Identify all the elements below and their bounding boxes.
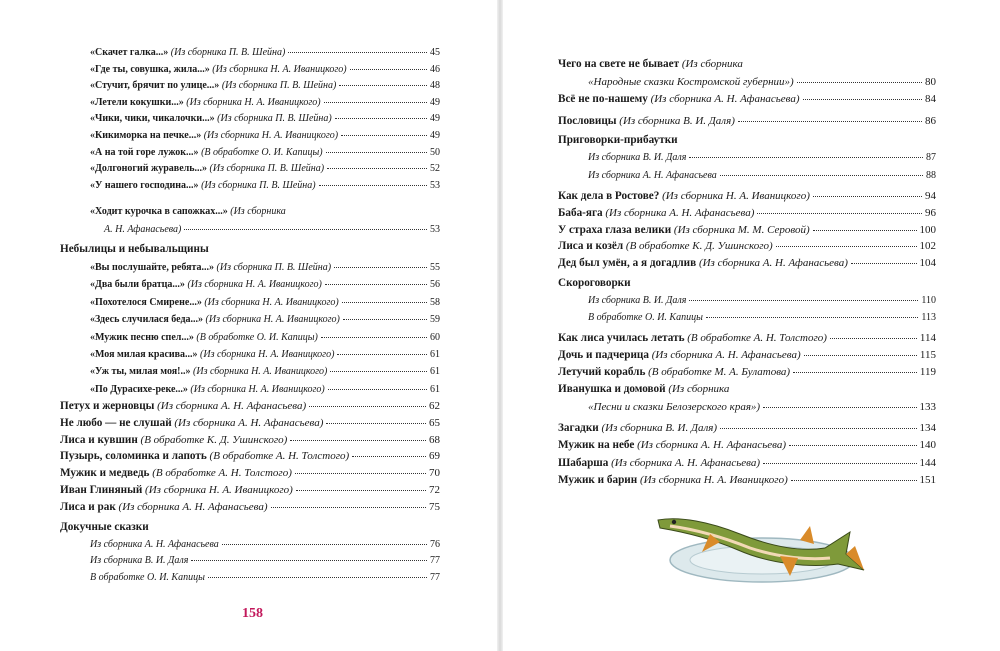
entry-page: 86 [925,115,936,127]
entry-title: Дочь и падчерица [558,349,649,361]
entry-text [90,147,323,158]
entry-source: (Из сборника П. В. Шейна) [170,47,286,58]
entry-title: Чего на свете не бывает [558,58,680,70]
entry-title: «Уж ты, милая моя!..» [90,366,191,378]
entry-text [90,279,322,290]
entry-title: «Кикиморка на печке...» [90,130,202,141]
dot-leader [763,462,916,464]
toc-entry [90,130,440,141]
entry-source: (В обработке А. Н. Толстого) [687,332,827,344]
toc-entry-first-line [90,206,286,217]
entry-page: 53 [430,224,440,235]
entry-source: (Из сборника Н. А. Иваницкого) [193,366,328,378]
entry-text [588,312,703,323]
entry-source: (Из сборника Н. А. Иваницкого) [200,349,335,360]
entry-source: (Из сборника М. М. Серовой) [673,223,810,236]
dot-leader [334,266,427,268]
entry-text [558,366,790,378]
entry-title: «По Дурасихе-реке...» [90,383,188,395]
toc-entry [90,555,440,566]
entry-text [90,384,325,395]
entry-source: (Из сборника П. В. Шейна) [221,80,337,92]
dot-leader [222,543,427,545]
entry-text [588,76,794,88]
entry-title: Загадки [558,422,599,434]
entry-title: Петух и жерновцы [60,400,155,412]
entry-source: (В обработке М. А. Булатова) [648,366,791,378]
entry-text [588,401,760,413]
entry-text [90,180,316,191]
toc-entry [90,147,440,158]
toc-entry-first-line [558,58,743,70]
entry-text [60,417,323,429]
entry-title: Мужик и медведь [60,467,150,480]
entry-text [90,64,347,75]
entry-text [90,163,324,174]
entry-page: 77 [430,571,440,583]
entry-source: (Из сборника А. Н. Афанасьева) [651,349,801,361]
entry-page: 114 [919,332,936,344]
toc-entry [90,80,440,91]
entry-page: 60 [430,331,440,343]
entry-title: Как лиса училась летать [558,332,685,344]
entry-source: В обработке О. И. Капицы [90,571,205,583]
entry-source: (Из сборника [230,206,286,217]
entry-page: 76 [430,539,440,550]
entry-text [558,383,729,395]
toc-entry [90,180,440,191]
entry-text [558,457,760,469]
entry-text [90,539,219,550]
entry-title: «Скачет галка...» [90,47,169,58]
toc-entry [60,501,440,513]
dot-leader [335,117,427,119]
entry-text [90,80,336,91]
entry-source: (В обработке О. И. Капицы) [201,146,323,158]
dot-leader [326,151,427,153]
entry-source: (Из сборника А. Н. Афанасьева) [157,400,307,412]
dot-leader [326,422,426,424]
entry-page: 84 [925,93,936,105]
section-heading: Скороговорки [558,277,631,289]
entry-page: 49 [430,96,440,108]
entry-text [90,332,318,343]
entry-text [558,257,848,269]
page-number: 158 [242,606,263,621]
entry-title: Баба-яга [558,206,603,219]
section-heading: Небылицы и небывальщины [60,243,209,255]
dot-leader [813,195,922,197]
toc-entry [60,434,440,446]
entry-page: 53 [430,179,440,191]
entry-title: Мужик на небе [558,439,635,452]
entry-page: 75 [429,500,440,513]
entry-text [90,366,327,377]
entry-source: Из сборника А. Н. Афанасьева [588,169,717,181]
entry-source: (Из сборника [668,383,730,395]
dot-leader [720,427,916,429]
entry-page: 151 [919,474,936,487]
entry-source: (Из сборника А. Н. Афанасьева) [605,206,755,219]
entry-source: (В обработке О. И. Капицы) [196,331,318,343]
entry-text [588,295,686,306]
section-heading: Докучные сказки [60,521,149,533]
toc-entry [558,257,936,269]
dot-leader [791,479,917,481]
entry-source: (Из сборника А. Н. Афанасьева) [650,93,800,105]
dot-leader [184,228,427,230]
dot-leader [793,371,917,373]
entry-source: (Из сборника Н. А. Иваницкого) [205,314,340,326]
entry-page: 69 [429,450,440,463]
entry-text [588,170,717,181]
entry-page: 119 [919,366,936,378]
entry-source: (Из сборника В. И. Даля) [619,115,735,127]
entry-page: 61 [430,366,440,378]
toc-entry [558,349,936,361]
dot-leader [757,212,922,214]
toc-entry [558,190,936,202]
entry-source: (Из сборника Н. А. Иваницкого) [212,63,347,75]
dot-leader [830,337,917,339]
dot-leader [341,134,427,136]
entry-source: (Из сборника П. В. Шейна) [216,262,332,273]
dot-leader [803,98,922,100]
entry-text [90,555,188,566]
entry-page: 68 [429,433,440,446]
entry-text [558,58,743,70]
entry-text [90,47,285,58]
toc-entry [588,295,936,306]
entry-text [90,113,332,124]
toc-entry-second-line [588,76,936,88]
entry-text [558,190,810,202]
entry-text [90,349,334,360]
entry-title: Шабарша [558,456,609,469]
toc-entry [558,474,936,486]
toc-entry [558,366,936,378]
entry-text [60,501,268,513]
entry-page: 80 [925,76,936,88]
entry-source: (Из сборника Н. А. Иваницкого) [145,484,293,496]
entry-page: 96 [925,206,936,219]
toc-entry [558,224,936,236]
entry-text [558,332,827,344]
entry-source: (Из сборника А. Н. Афанасьева) [611,456,761,469]
entry-source: (Из сборника Н. А. Иваницкого) [203,130,339,141]
toc-entry [558,457,936,469]
entry-page: 113 [921,312,936,323]
dot-leader [343,318,427,320]
dot-leader [295,472,426,474]
entry-source: (Из сборника Н. А. Иваницкого) [662,190,810,202]
entry-source: (В обработке А. Н. Толстого) [152,467,292,480]
entry-source: (Из сборника П. В. Шейна) [209,163,325,175]
toc-entry [90,332,440,343]
entry-page: 46 [430,63,440,75]
entry-page: 55 [430,262,440,273]
dot-leader [350,68,427,70]
entry-title: «Здесь случилася беда...» [90,314,204,326]
toc-entry [90,262,440,273]
entry-text [90,206,286,217]
entry-text [558,240,773,252]
entry-page: 48 [430,80,440,92]
dot-leader [689,156,923,158]
entry-source: (Из сборника А. Н. Афанасьева) [698,257,848,270]
entry-title: «Чики, чики, чикалочки...» [90,113,215,125]
dot-leader [208,576,427,578]
entry-page: 62 [429,400,440,412]
entry-title: «Ходит курочка в сапожках...» [90,206,228,217]
toc-entry [90,572,440,583]
toc-entry [588,152,936,163]
entry-page: 133 [919,401,936,413]
entry-source: (Из сборника П. В. Шейна) [201,179,316,191]
entry-page: 56 [430,279,440,291]
entry-text [90,314,340,325]
toc-entry [90,163,440,174]
entry-page: 59 [430,314,440,326]
entry-source: (Из сборника А. Н. Афанасьева) [637,439,787,452]
entry-source: (Из сборника Н. А. Иваницкого) [187,279,322,291]
entry-page: 140 [919,439,936,452]
entry-source: (Из сборника В. И. Даля) [601,422,718,434]
entry-source: (Из сборника П. В. Шейна) [217,113,332,125]
entry-source: Из сборника В. И. Даля [90,555,189,567]
toc-entry [588,312,936,323]
dot-leader [328,388,427,390]
entry-title: Пословицы [558,115,617,127]
entry-text [588,152,686,163]
entry-title: Иван Глиняный [60,484,143,496]
entry-text [558,349,801,361]
entry-source: (В обработке К. Д. Ушинского) [140,433,288,446]
book-spine [497,0,503,651]
entry-title: Летучий корабль [558,366,646,378]
entry-page: 134 [919,422,936,434]
entry-page: 72 [429,484,440,496]
entry-source: (Из сборника Н. А. Иваницкого) [639,474,788,487]
dot-leader [789,444,916,446]
entry-title: Пузырь, соломинка и лапоть [60,450,207,463]
entry-source: (В обработке А. Н. Толстого) [209,450,350,463]
entry-page: 104 [919,257,936,270]
dot-leader [706,316,919,318]
section-heading: Приговорки-прибаутки [558,134,678,146]
entry-title: «Вы послушайте, ребята...» [90,262,215,273]
entry-page: 45 [430,47,440,58]
entry-title: «Летели кокушки...» [90,96,184,108]
entry-title: Лиса и козёл [558,240,624,253]
entry-page: 65 [429,416,440,429]
entry-title: Лиса и рак [60,500,116,513]
entry-page: 58 [430,296,440,308]
dot-leader [324,101,427,103]
dot-leader [290,439,426,441]
entry-page: 110 [921,295,936,306]
entry-title: Как дела в Ростове? [558,190,660,202]
entry-title: «Моя милая красива...» [90,349,198,360]
entry-text [90,572,205,583]
dot-leader [689,299,918,301]
entry-page: 94 [925,190,936,202]
entry-source: В обработке О. И. Капицы [588,312,703,323]
toc-entry [558,240,936,252]
toc-entry [588,170,936,181]
toc-entry [90,349,440,360]
pike-on-plate-illustration [650,512,868,588]
entry-text [558,115,735,127]
toc-entry [90,366,440,377]
dot-leader [352,455,426,457]
dot-leader [738,120,922,122]
dot-leader [776,245,917,247]
toc-entry [60,450,440,462]
toc-entry [60,484,440,496]
entry-text [60,484,293,496]
dot-leader [813,229,917,231]
dot-leader [339,84,427,86]
entry-text [90,130,338,141]
entry-title: Всё не по-нашему [558,93,648,105]
entry-text [558,439,786,451]
entry-text [558,474,788,486]
entry-title: Иванушка и домовой [558,383,666,395]
entry-source: (Из сборника А. Н. Афанасьева) [174,416,324,429]
entry-source: (Из сборника [681,58,743,70]
toc-entry [558,115,936,127]
dot-leader [191,559,427,561]
dot-leader [319,184,427,186]
toc-entry-second-line [104,224,440,235]
entry-page: 61 [430,349,440,360]
toc-entry [90,314,440,325]
entry-title: Мужик и барин [558,474,638,487]
entry-source: (Из сборника А. Н. Афанасьева) [118,500,268,513]
dot-leader [804,354,917,356]
entry-source: А. Н. Афанасьева) [104,224,182,235]
entry-text [60,400,306,412]
entry-page: 87 [926,152,936,163]
entry-page: 50 [430,146,440,158]
toc-entry [90,539,440,550]
entry-source: «Народные сказки Костромской губернии») [588,76,794,88]
toc-entry [90,97,440,108]
toc-entry-first-line [558,383,729,395]
entry-title: У страха глаза велики [558,223,672,236]
entry-title: «Стучит, брячит по улице...» [90,80,220,92]
dot-leader [296,489,426,491]
toc-entry [558,93,936,105]
toc-entry-second-line [588,401,936,413]
entry-text [90,97,321,108]
entry-page: 49 [430,113,440,125]
entry-text [60,467,292,479]
dot-leader [288,51,427,53]
entry-title: «А на той горе лужок...» [90,146,199,158]
entry-title: «Где ты, совушка, жила...» [90,63,210,75]
entry-source: (Из сборника Н. А. Иваницкого) [190,383,325,395]
entry-page: 49 [430,130,440,141]
toc-entry [90,64,440,75]
dot-leader [271,506,427,508]
toc-entry [90,297,440,308]
entry-page: 61 [430,383,440,395]
entry-page: 70 [429,467,440,480]
entry-title: «У нашего господина...» [90,179,199,191]
toc-entry [90,384,440,395]
entry-text [60,434,287,446]
entry-title: «Два были братца...» [90,279,185,291]
entry-source: (Из сборника Н. А. Иваницкого) [204,296,339,308]
toc-entry [60,417,440,429]
toc-entry [558,332,936,344]
entry-source: Из сборника В. И. Даля [588,152,687,163]
toc-entry [60,467,440,479]
entry-page: 77 [430,555,440,567]
toc-entry [558,439,936,451]
entry-page: 100 [919,223,936,236]
dot-leader [763,406,916,408]
entry-title: Лиса и кувшин [60,433,138,446]
entry-title: «Похотелося Смирене...» [90,296,202,308]
dot-leader [337,353,427,355]
entry-source: «Песни и сказки Белозерского края») [588,401,761,413]
entry-page: 102 [919,240,936,253]
dot-leader [330,370,427,372]
entry-text [558,422,717,434]
entry-source: (Из сборника Н. А. Иваницкого) [186,96,321,108]
dot-leader [321,336,427,338]
entry-title: «Мужик песню спел...» [90,331,194,343]
dot-leader [309,405,426,407]
entry-page: 52 [430,163,440,175]
entry-text [90,297,339,308]
dot-leader [720,174,923,176]
entry-page: 88 [926,169,936,181]
dot-leader [342,301,427,303]
entry-text [104,224,181,235]
entry-text [558,224,810,236]
dot-leader [797,81,922,83]
entry-source: (В обработке К. Д. Ушинского) [625,240,773,253]
dot-leader [327,167,427,169]
entry-text [60,450,349,462]
toc-entry [60,400,440,412]
entry-text [90,262,331,273]
entry-source: Из сборника А. Н. Афанасьева [90,539,219,550]
toc-entry [558,207,936,219]
entry-page: 144 [919,456,936,469]
toc-entry [90,47,440,58]
entry-title: Дед был умён, а я догадлив [558,257,697,270]
dot-leader [851,262,917,264]
toc-entry [90,279,440,290]
entry-source: Из сборника В. И. Даля [588,295,687,306]
entry-page: 115 [919,349,936,361]
dot-leader [325,283,427,285]
toc-entry [90,113,440,124]
entry-title: «Долгоногий журавель...» [90,163,208,175]
entry-title: Не любо — не слушай [60,416,172,429]
entry-text [558,207,754,219]
entry-text [558,93,800,105]
toc-entry [558,422,936,434]
